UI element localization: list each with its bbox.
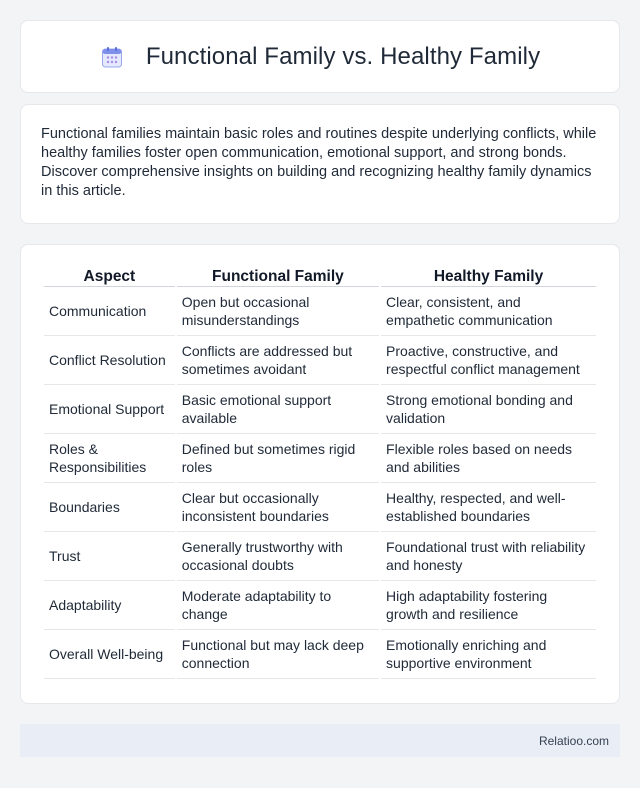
table-row bbox=[44, 483, 596, 532]
healthy-cell: Clear, consistent, and empathetic communication bbox=[381, 287, 596, 336]
aspect-cell: Boundaries bbox=[44, 483, 175, 532]
aspect-cell: Trust bbox=[44, 532, 175, 581]
aspect-cell: Adaptability bbox=[44, 581, 175, 630]
aspect-cell: Overall Well-being bbox=[44, 630, 175, 679]
page-title: Functional Family vs. Healthy Family bbox=[145, 42, 541, 70]
healthy-cell: High adaptability fostering growth and resilience bbox=[381, 581, 596, 630]
header-functional-family: Functional Family bbox=[177, 265, 379, 287]
title-card bbox=[20, 20, 620, 93]
footer-site-name: Relatioo.com bbox=[538, 733, 609, 748]
comparison-table bbox=[42, 265, 598, 679]
intro-paragraph: Functional families maintain basic roles and routines despite underlying conflicts, while healthy families foster open communication, emotional support, and strong bonds. Discover comprehensive insights on building and recognizing healthy family dynamics in this article. bbox=[41, 126, 597, 199]
title-wrap bbox=[100, 43, 540, 71]
table-row bbox=[44, 385, 596, 434]
table-row bbox=[44, 581, 596, 630]
calendar-icon bbox=[100, 45, 124, 69]
healthy-cell: Foundational trust with reliability and honesty bbox=[381, 532, 596, 581]
healthy-cell: Strong emotional bonding and validation bbox=[381, 385, 596, 434]
functional-cell: Generally trustworthy with occasional doubts bbox=[177, 532, 379, 581]
functional-cell: Basic emotional support available bbox=[177, 385, 379, 434]
comparison-card bbox=[20, 244, 620, 704]
table-row bbox=[44, 434, 596, 483]
table-row bbox=[44, 287, 596, 336]
header-aspect: Aspect bbox=[44, 265, 175, 287]
intro-card bbox=[20, 104, 620, 224]
footer-bar bbox=[20, 724, 620, 757]
healthy-cell: Emotionally enriching and supportive environment bbox=[381, 630, 596, 679]
header-healthy-family: Healthy Family bbox=[381, 265, 596, 287]
table-header-row bbox=[44, 265, 596, 287]
table-row bbox=[44, 336, 596, 385]
functional-cell: Clear but occasionally inconsistent boundaries bbox=[177, 483, 379, 532]
healthy-cell: Healthy, respected, and well-established boundaries bbox=[381, 483, 596, 532]
aspect-cell: Emotional Support bbox=[44, 385, 175, 434]
aspect-cell: Communication bbox=[44, 287, 175, 336]
functional-cell: Open but occasional misunderstandings bbox=[177, 287, 379, 336]
functional-cell: Moderate adaptability to change bbox=[177, 581, 379, 630]
healthy-cell: Flexible roles based on needs and abilities bbox=[381, 434, 596, 483]
aspect-cell: Conflict Resolution bbox=[44, 336, 175, 385]
table-row bbox=[44, 630, 596, 679]
functional-cell: Defined but sometimes rigid roles bbox=[177, 434, 379, 483]
functional-cell: Conflicts are addressed but sometimes avoidant bbox=[177, 336, 379, 385]
healthy-cell: Proactive, constructive, and respectful conflict management bbox=[381, 336, 596, 385]
functional-cell: Functional but may lack deep connection bbox=[177, 630, 379, 679]
table-row bbox=[44, 532, 596, 581]
aspect-cell: Roles & Responsibilities bbox=[44, 434, 175, 483]
